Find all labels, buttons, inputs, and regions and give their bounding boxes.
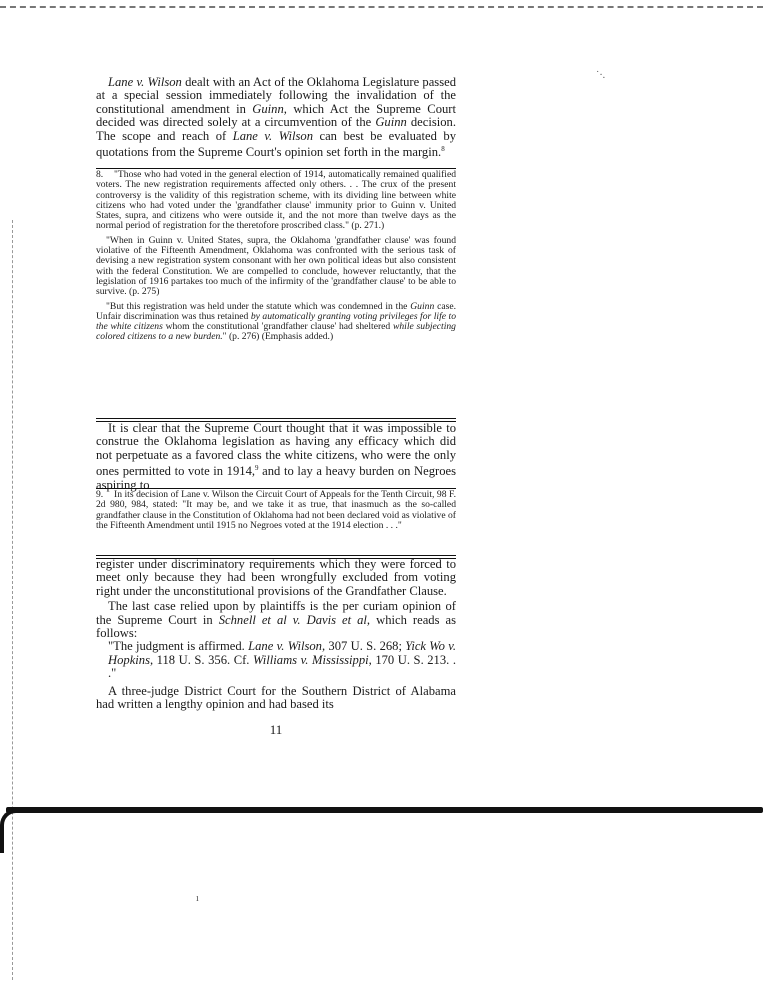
text-run: which reads as follows: [96, 612, 456, 641]
text-run: It is clear that the Supreme Court thought that it was impossible to construe the Oklahoma legislation as having any efficacy which did not perpetuate as a favored class the white citizens, who were the only ones permitted to vote in 1914, [96, 421, 456, 479]
scan-speck: ı [196, 893, 199, 904]
scan-left-edge [12, 220, 14, 980]
case-name: Schnell et al v. Davis et al, [218, 612, 371, 627]
emphasis: while subjecting colored citizens to a new burden. [96, 321, 456, 343]
footnote-ref: 9 [255, 464, 259, 473]
main-paragraph-3 [96, 558, 456, 711]
text-run: 170 U. S. 213. . ." [108, 652, 456, 681]
text-run: decision. The scope and reach of [96, 115, 456, 143]
schnell-paragraph [96, 600, 456, 640]
per-curiam-quote [96, 640, 456, 680]
scan-speck: ˙·. [596, 70, 606, 81]
continuation-paragraph: register under discriminatory requirements which they were forced to meet only because they had been wrongfully excluded from voting right under the unconstitutional provisions of the Grandfather Clause. [96, 557, 456, 598]
case-name: Lane v. Wilson [108, 75, 182, 89]
scan-top-edge [0, 0, 763, 8]
text-run: can best be evaluated by quotations from the Supreme Court's opinion set forth in the margin. [96, 128, 457, 160]
footnote-text: In its decision of Lane v. Wilson the Circuit Court of Appeals for the Tenth Circuit, 98 F. 2d 980, 984, stated: "It may be, and we take it as true, that inasmuch as the so-called grandfather clause in the Constitution of Oklahoma had not been declared void as violative of the Fifteenth Amendment until 1915 no Negroes voted at the 1914 election . . ." [96, 489, 456, 531]
opening-paragraph [96, 76, 456, 160]
case-name: Guinn [410, 300, 435, 312]
footnote-9 [96, 490, 456, 535]
case-name: Williams v. Mississippi, [252, 652, 372, 667]
text-run: dealt with an Act of the Oklahoma Legislature passed at a special session immediately following the invalidation of the constitutional amendment in [96, 75, 456, 116]
text-run: and to lay a heavy burden on Negroes aspiring to [96, 464, 456, 492]
case-name: Lane v. Wilson, [248, 639, 326, 654]
text-run: case. Unfair discrimination was thus retained [96, 300, 456, 322]
closing-paragraph: A three-judge District Court for the Southern District of Alabama had written a lengthy opinion and had based its [96, 683, 456, 712]
footnote-8 [96, 170, 456, 347]
footnote-number: 9. [96, 489, 104, 500]
case-name: Guinn, [252, 101, 287, 116]
footnote-quote: "Those who had voted in the general election of 1914, automatically remained qualified voters. The new registration requirements affected only others. . . The crux of the present controversy is the validity of this registration scheme, with its dividing line between white citizens who had voted under the 'grandfather clause' immunity prior to Guinn v. United States, supra, and citizens who were outside it, and the not more than twelve days as the normal period of registration for the theretofore proscribed class." (p. 271.) [96, 169, 456, 232]
text-run: which Act the Supreme Court decided was directed solely at a circumvention of the [96, 101, 456, 130]
text-run: whom the constitutional 'grandfather clause' had sheltered [162, 321, 393, 333]
scan-bottom-edge [0, 805, 763, 845]
case-name: Guinn [375, 115, 407, 130]
emphasis: by automatically granting voting privileges for life to the white citizens [96, 310, 456, 333]
text-run: "But this registration was held under the statute which was condemned in the [106, 300, 411, 312]
text-run: 307 U. S. 268; [325, 639, 406, 654]
text-run: 118 U. S. 356. Cf. [153, 652, 253, 667]
case-name: Lane v. Wilson [232, 128, 313, 143]
footnote-number: 8. [96, 169, 104, 180]
footnote-quote: "When in Guinn v. United States, supra, the Oklahoma 'grandfather clause' was found violative of the Fifteenth Amendment, Oklahoma was confronted with the serious task of devising a new registration system consonant with her own political ideas but also consistent with the federal Constitution. We are compelled to conclude, however reluctantly, that the legislation of 1916 partakes too much of the infirmity of the 'grandfather clause' to be able to survive. (p. 275) [96, 234, 456, 298]
footnote-ref: 8 [441, 145, 445, 154]
page-number: 11 [269, 722, 283, 737]
text-run: The last case relied upon by plaintiffs is the per curiam opinion of the Supreme Court in [96, 599, 456, 627]
main-paragraph-2 [96, 422, 456, 492]
case-name: Yick Wo v. Hopkins, [108, 639, 457, 667]
text-run: " (p. 276) (Emphasis added.) [222, 331, 334, 343]
text-run: "The judgment is affirmed. [108, 639, 249, 654]
